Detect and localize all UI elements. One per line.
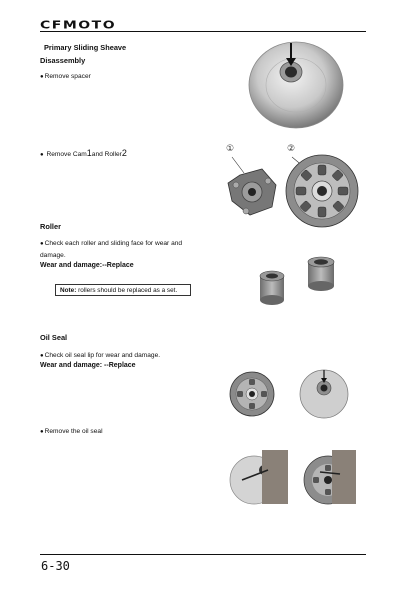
oil-seal-title: Oil Seal	[40, 333, 68, 342]
section-subtitle: Disassembly	[40, 56, 86, 65]
roller-check-line2: damage.	[40, 252, 66, 259]
note-text: rollers should be replaced as a set.	[76, 287, 178, 294]
callout-ref-1: 1	[86, 148, 92, 158]
callout-1: ①	[226, 144, 235, 154]
step-remove-cam-roller	[40, 148, 127, 158]
callout-ref-2: 2	[121, 148, 127, 158]
roller-title: Roller	[40, 222, 61, 231]
section-title: Primary Sliding Sheave	[44, 43, 127, 52]
remove-oil-seal-photo	[228, 448, 360, 506]
page-number: 6-30	[41, 559, 70, 573]
brand-logo: CFMOTO	[40, 19, 117, 32]
roller-note	[55, 284, 191, 296]
roller-check-line1: ● Check each roller and sliding face for wear and	[40, 240, 182, 247]
rollers-photo	[256, 256, 342, 306]
header-rule	[40, 31, 366, 32]
oil-seal-check-photo	[228, 368, 358, 418]
roller-criteria: Wear and damage:--Replace	[40, 262, 134, 269]
note-label: Note:	[60, 287, 77, 294]
step-text-roller: and Roller	[91, 151, 122, 158]
callout-2: ②	[287, 144, 296, 154]
footer-rule	[40, 554, 366, 555]
step-text-cam: Remove Cam	[46, 151, 87, 158]
oil-seal-check: ● Check oil seal lip for wear and damage.	[40, 352, 160, 359]
step-remove-oil-seal: ● Remove the oil seal	[40, 428, 103, 435]
cam-roller-photo	[218, 155, 364, 227]
sheave-spacer-photo	[246, 40, 366, 130]
oil-seal-criteria: Wear and damage: --Replace	[40, 362, 136, 369]
step-remove-spacer: ● Remove spacer	[40, 73, 91, 80]
